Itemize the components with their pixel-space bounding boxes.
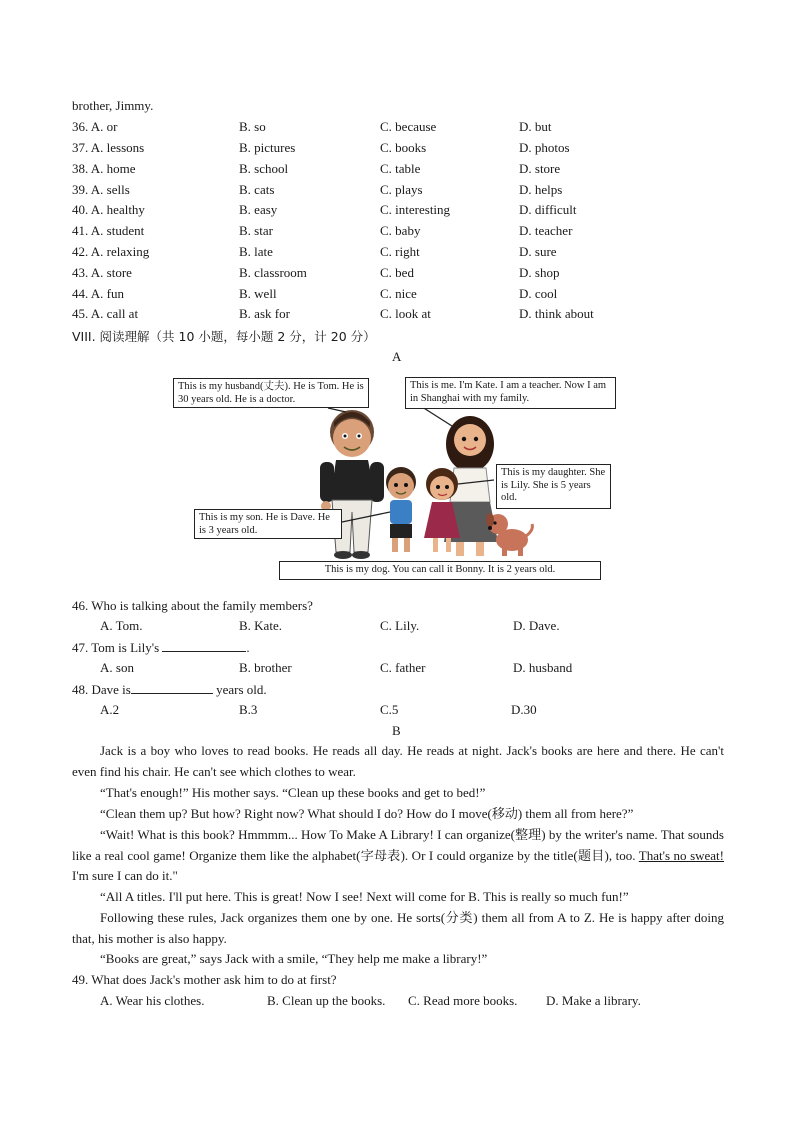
option-b: B. star [239,223,273,238]
option-a: 41. A. student [72,223,145,238]
option-c: C. baby [380,223,421,238]
paragraph-4-text: “Wait! What is this book? Hmmmm... How To Make A Library! I can organize(整理) by the writer's name. That sounds like a real cool game! Organize them like the alphabet(字母表). Or I could organize by the title(题目), too. [72,827,724,863]
option-a: 39. A. sells [72,182,130,197]
passage-b-paragraph-2: “That's enough!” His mother says. “Clean up these books and get to bed!” [100,785,486,800]
option-b: B. well [239,286,277,301]
option-a: 45. A. call at [72,306,139,321]
option-a: 38. A. home [72,161,136,176]
option-d: D. helps [519,182,563,197]
answer-blank [131,681,213,694]
option-d: D.30 [511,702,537,717]
bubble-son: This is my son. He is Dave. He is 3 years old. [194,509,342,539]
option-b: B. brother [239,660,292,675]
option-d: D. photos [519,140,570,155]
option-c: C. plays [380,182,423,197]
q47-stem-text: 47. Tom is Lily's [72,640,160,655]
option-a: 36. A. or [72,119,118,134]
option-b: B. pictures [239,140,296,155]
option-c: C. nice [380,286,417,301]
underlined-phrase: That's no sweat! [638,847,725,863]
bubble-husband: This is my husband(丈夫). He is Tom. He is 30 years old. He is a doctor. [173,378,369,408]
option-a: A. Wear his clothes. [100,993,205,1008]
option-b: B. ask for [239,306,290,321]
option-c: C. books [380,140,427,155]
family-illustration [168,372,620,584]
option-c: C. father [380,660,426,675]
option-c: C. look at [380,306,431,321]
option-d: D. but [519,119,552,134]
option-c: C. Read more books. [408,993,518,1008]
option-a: A.2 [100,702,120,717]
option-b: B. school [239,161,289,176]
option-c: C. table [380,161,421,176]
passage-b-label: B [392,723,401,738]
passage-b-paragraph-1: Jack is a boy who loves to read books. He reads all day. He reads at night. Jack's books are here and there. He can't even find his chair. He can't see which clothes to wear. [72,743,724,779]
q47-stem [72,639,250,656]
q49-stem: 49. What does Jack's mother ask him to do at first? [72,972,337,987]
option-a: A. Tom. [100,618,143,633]
option-c: C. Lily. [380,618,420,633]
section-heading: VIII. 阅读理解（共 10 小题，每小题 2 分，计 20 分） [72,329,376,344]
option-d: D. think about [519,306,594,321]
option-a: 42. A. relaxing [72,244,150,259]
option-b: B. classroom [239,265,307,280]
option-b: B. so [239,119,266,134]
option-b: B. easy [239,202,278,217]
option-c: C.5 [380,702,399,717]
option-d: D. Make a library. [546,993,641,1008]
paragraph-4-end: I'm sure I can do it." [72,868,178,883]
option-b: B. late [239,244,273,259]
option-d: D. store [519,161,561,176]
passage-b-paragraph-7: “Books are great,” says Jack with a smile, “They help me make a library!” [100,951,488,966]
option-c: C. right [380,244,420,259]
passage-b-paragraph-3: “Clean them up? But how? Right now? What should I do? How do I move(移动) them all from here?” [100,806,634,821]
top-line: brother, Jimmy. [72,98,154,113]
passage-b-paragraph-4 [72,825,724,887]
passage-b-paragraph-6: Following these rules, Jack organizes them one by one. He sorts(分类) them all from A to Z. He is happy after doing that, his mother is also happy. [72,910,724,946]
option-d: D. sure [519,244,557,259]
option-d: D. Dave. [513,618,560,633]
option-b: B. Kate. [239,618,282,633]
option-d: D. difficult [519,202,577,217]
bubble-kate: This is me. I'm Kate. I am a teacher. Now I am in Shanghai with my family. [405,377,616,409]
option-c: C. interesting [380,202,451,217]
option-b: B. Clean up the books. [267,993,386,1008]
son-figure [386,467,416,552]
option-a: 44. A. fun [72,286,124,301]
option-a: 37. A. lessons [72,140,145,155]
option-b: B. cats [239,182,275,197]
option-a: A. son [100,660,134,675]
answer-blank [162,639,246,652]
option-a: 43. A. store [72,265,132,280]
option-d: D. shop [519,265,560,280]
q46-stem: 46. Who is talking about the family members? [72,598,313,613]
q48-stem-text: 48. Dave is [72,682,131,697]
bubble-dog: This is my dog. You can call it Bonny. It is 2 years old. [279,561,601,580]
option-d: D. teacher [519,223,573,238]
bubble-daughter: This is my daughter. She is Lily. She is 5 years old. [496,464,611,509]
q47-stem-end: . [246,640,250,655]
option-c: C. because [380,119,437,134]
q48-stem-end: years old. [216,682,267,697]
q48-stem [72,681,267,698]
option-a: 40. A. healthy [72,202,145,217]
passage-a-label: A [392,349,402,364]
option-d: D. husband [513,660,573,675]
option-d: D. cool [519,286,558,301]
passage-b-paragraph-5: “All A titles. I'll put here. This is great! Now I see! Next will come for B. This is really so much fun!” [100,889,629,904]
option-c: C. bed [380,265,414,280]
option-b: B.3 [239,702,258,717]
